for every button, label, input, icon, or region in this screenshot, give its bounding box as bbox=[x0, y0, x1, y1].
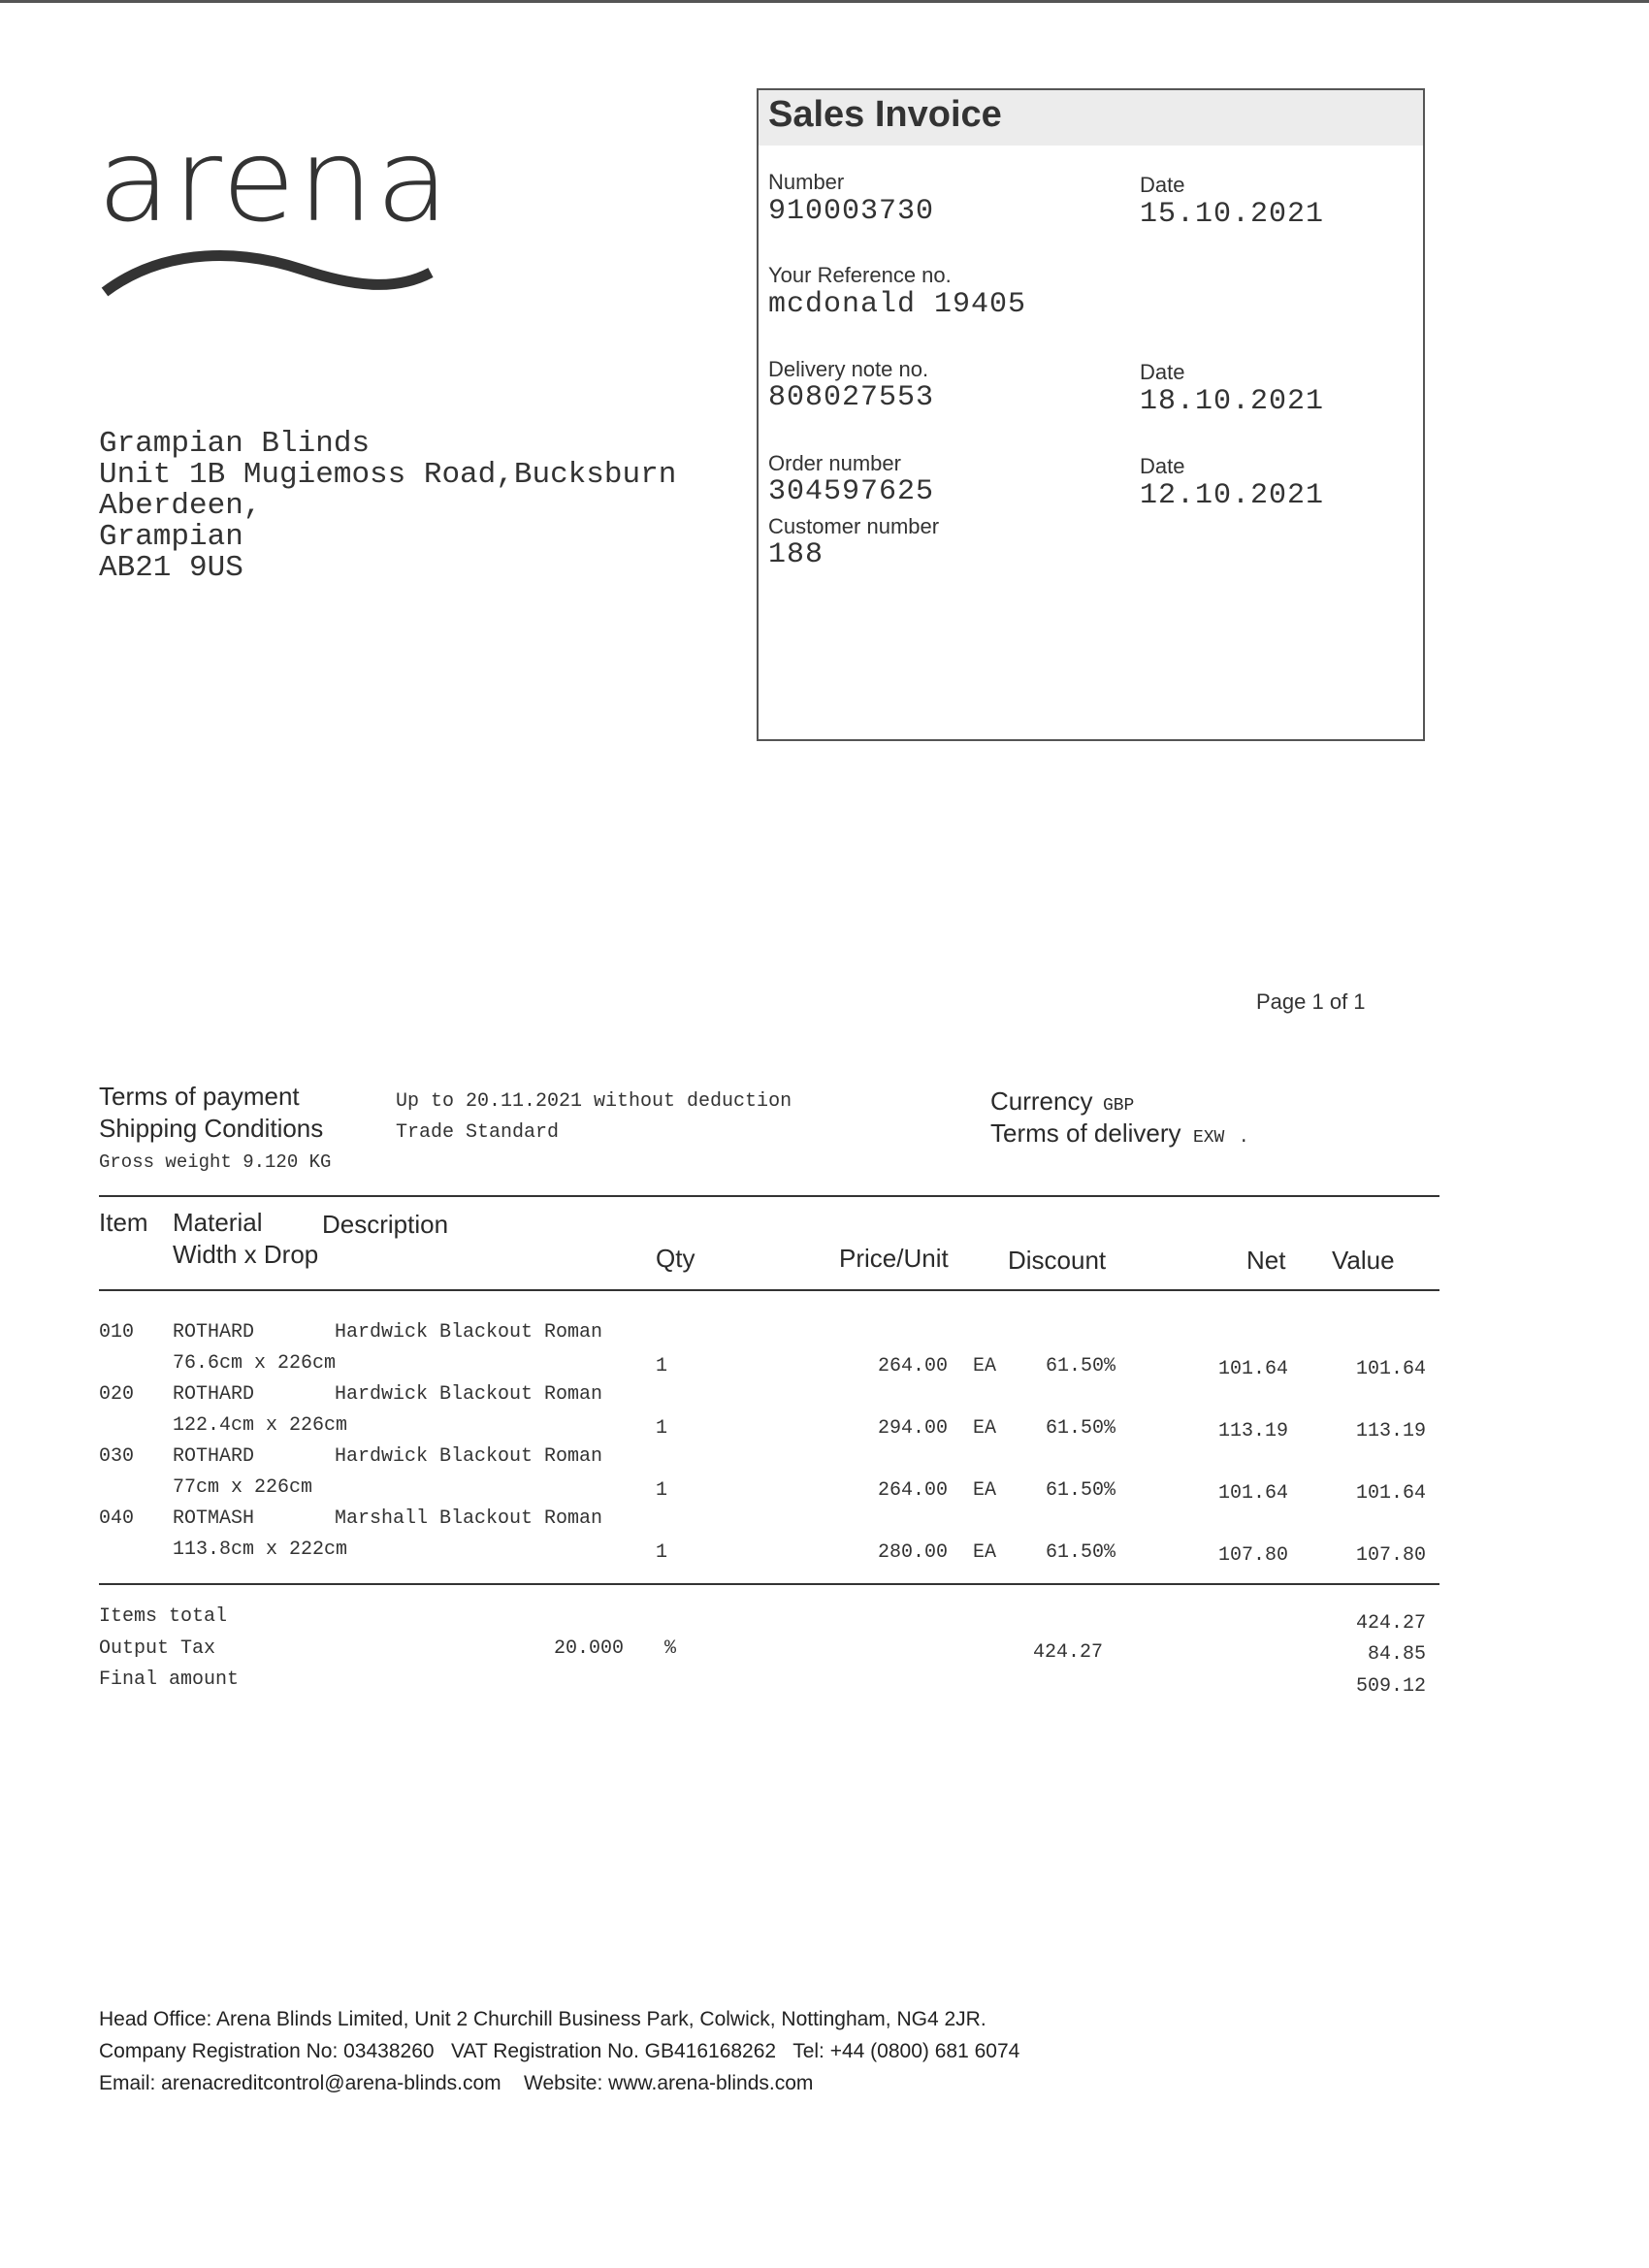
invoice-date-label: Date bbox=[1140, 173, 1185, 197]
invoice-title: Sales Invoice bbox=[768, 94, 1002, 135]
item-number: 040 bbox=[99, 1507, 135, 1530]
item-size: 113.8cm x 222cm bbox=[173, 1539, 348, 1561]
page-indicator: Page 1 of 1 bbox=[1256, 989, 1366, 1014]
material-code: ROTMASH bbox=[173, 1507, 255, 1530]
currency-value: GBP bbox=[1102, 1096, 1135, 1116]
delivery-terms-value: EXW bbox=[1192, 1128, 1225, 1148]
delivery-date-label: Date bbox=[1140, 360, 1185, 384]
logo-wave-icon bbox=[99, 236, 438, 304]
item-qty: 1 bbox=[656, 1479, 668, 1502]
col-header-material: Material bbox=[173, 1208, 263, 1237]
item-discount: 61.50% bbox=[1045, 1417, 1116, 1440]
payment-terms-label: Terms of payment bbox=[99, 1082, 300, 1111]
item-value: 101.64 bbox=[1355, 1358, 1426, 1380]
invoice-info-box bbox=[757, 88, 1425, 741]
material-code: ROTHARD bbox=[173, 1445, 255, 1468]
delivery-note-number: 808027553 bbox=[768, 381, 935, 414]
col-header-qty: Qty bbox=[656, 1244, 695, 1273]
invoice-number-label: Number bbox=[768, 170, 845, 194]
address-line: AB21 9US bbox=[99, 551, 243, 585]
recipient-address bbox=[99, 429, 676, 584]
item-qty: 1 bbox=[656, 1355, 668, 1377]
address-line: Aberdeen, bbox=[99, 489, 262, 523]
shipping-conditions-label: Shipping Conditions bbox=[99, 1114, 324, 1143]
customer-number: 188 bbox=[768, 538, 824, 571]
items-total-value: 424.27 bbox=[1355, 1612, 1426, 1635]
item-price: 294.00 bbox=[877, 1417, 948, 1440]
material-code: ROTHARD bbox=[173, 1321, 255, 1344]
item-discount: 61.50% bbox=[1045, 1541, 1116, 1564]
item-price: 280.00 bbox=[877, 1541, 948, 1564]
col-header-description: Description bbox=[322, 1210, 449, 1239]
item-value: 101.64 bbox=[1355, 1482, 1426, 1505]
item-discount: 61.50% bbox=[1045, 1355, 1116, 1377]
item-price: 264.00 bbox=[877, 1355, 948, 1377]
item-size: 76.6cm x 226cm bbox=[173, 1352, 337, 1375]
invoice-number: 910003730 bbox=[768, 195, 935, 228]
footer-head-office: Head Office: Arena Blinds Limited, Unit 2 Churchill Business Park, Colwick, Nottingham, NG4 2JR. bbox=[99, 2008, 986, 2030]
item-discount: 61.50% bbox=[1045, 1479, 1116, 1502]
item-net: 107.80 bbox=[1217, 1544, 1288, 1567]
company-logo bbox=[97, 113, 452, 286]
customer-number-label: Customer number bbox=[768, 514, 940, 538]
delivery-date: 18.10.2021 bbox=[1140, 385, 1325, 418]
divider bbox=[99, 1583, 1439, 1585]
item-net: 113.19 bbox=[1217, 1420, 1288, 1442]
item-value: 107.80 bbox=[1355, 1544, 1426, 1567]
address-line: Grampian Blinds bbox=[99, 427, 371, 461]
address-line: Unit 1B Mugiemoss Road,Bucksburn bbox=[99, 458, 677, 492]
order-number-label: Order number bbox=[768, 451, 901, 475]
payment-terms-value: Up to 20.11.2021 without deduction bbox=[396, 1090, 792, 1113]
item-unit: EA bbox=[973, 1417, 997, 1440]
item-description: Hardwick Blackout Roman bbox=[335, 1445, 603, 1468]
gross-weight: Gross weight 9.120 KG bbox=[99, 1151, 332, 1173]
item-unit: EA bbox=[973, 1355, 997, 1377]
item-size: 77cm x 226cm bbox=[173, 1476, 313, 1499]
item-net: 101.64 bbox=[1217, 1358, 1288, 1380]
divider bbox=[99, 1195, 1439, 1197]
item-qty: 1 bbox=[656, 1541, 668, 1564]
col-header-discount: Discount bbox=[1008, 1246, 1107, 1275]
item-net: 101.64 bbox=[1217, 1482, 1288, 1505]
page-edge bbox=[0, 0, 1649, 3]
item-unit: EA bbox=[973, 1541, 997, 1564]
item-description: Hardwick Blackout Roman bbox=[335, 1321, 603, 1344]
output-tax-label: Output Tax bbox=[99, 1637, 216, 1660]
footer-contact: Email: arenacreditcontrol@arena-blinds.com Website: www.arena-blinds.com bbox=[99, 2072, 814, 2094]
col-header-value: Value bbox=[1332, 1246, 1395, 1275]
col-header-item: Item bbox=[99, 1208, 148, 1237]
order-date: 12.10.2021 bbox=[1140, 479, 1325, 512]
reference-label: Your Reference no. bbox=[768, 263, 952, 287]
item-description: Marshall Blackout Roman bbox=[335, 1507, 603, 1530]
delivery-terms-suffix: . bbox=[1238, 1128, 1249, 1148]
delivery-note-label: Delivery note no. bbox=[768, 357, 929, 381]
tax-percent-sign: % bbox=[664, 1637, 677, 1660]
tax-base: 424.27 bbox=[1032, 1641, 1103, 1664]
invoice-header-band bbox=[759, 90, 1423, 146]
invoice-date: 15.10.2021 bbox=[1140, 198, 1325, 231]
item-size: 122.4cm x 226cm bbox=[173, 1414, 348, 1437]
item-qty: 1 bbox=[656, 1417, 668, 1440]
tax-amount: 84.85 bbox=[1367, 1643, 1426, 1666]
reference-value: mcdonald 19405 bbox=[768, 288, 1027, 321]
item-number: 020 bbox=[99, 1383, 135, 1406]
item-number: 030 bbox=[99, 1445, 135, 1468]
item-unit: EA bbox=[973, 1479, 997, 1502]
shipping-conditions-value: Trade Standard bbox=[396, 1121, 560, 1144]
logo-wordmark: arena bbox=[97, 113, 452, 247]
order-number: 304597625 bbox=[768, 475, 935, 508]
delivery-terms bbox=[990, 1118, 1249, 1149]
currency-label: Currency bbox=[990, 1086, 1093, 1116]
col-header-width-drop: Width x Drop bbox=[173, 1240, 319, 1269]
company-footer bbox=[99, 2003, 1019, 2099]
order-date-label: Date bbox=[1140, 454, 1185, 478]
final-amount-label: Final amount bbox=[99, 1669, 240, 1691]
address-line: Grampian bbox=[99, 520, 243, 554]
material-code: ROTHARD bbox=[173, 1383, 255, 1406]
item-value: 113.19 bbox=[1355, 1420, 1426, 1442]
footer-registration: Company Registration No: 03438260 VAT Registration No. GB416168262 Tel: +44 (0800) 681 6074 bbox=[99, 2040, 1020, 2062]
final-amount-value: 509.12 bbox=[1355, 1675, 1426, 1698]
divider bbox=[99, 1289, 1439, 1291]
col-header-net: Net bbox=[1246, 1246, 1286, 1275]
tax-rate: 20.000 bbox=[553, 1637, 624, 1660]
delivery-terms-label: Terms of delivery bbox=[990, 1118, 1181, 1148]
item-price: 264.00 bbox=[877, 1479, 948, 1502]
items-total-label: Items total bbox=[99, 1605, 228, 1628]
col-header-price-unit: Price/Unit bbox=[839, 1244, 949, 1273]
item-description: Hardwick Blackout Roman bbox=[335, 1383, 603, 1406]
currency bbox=[990, 1086, 1134, 1117]
item-number: 010 bbox=[99, 1321, 135, 1344]
